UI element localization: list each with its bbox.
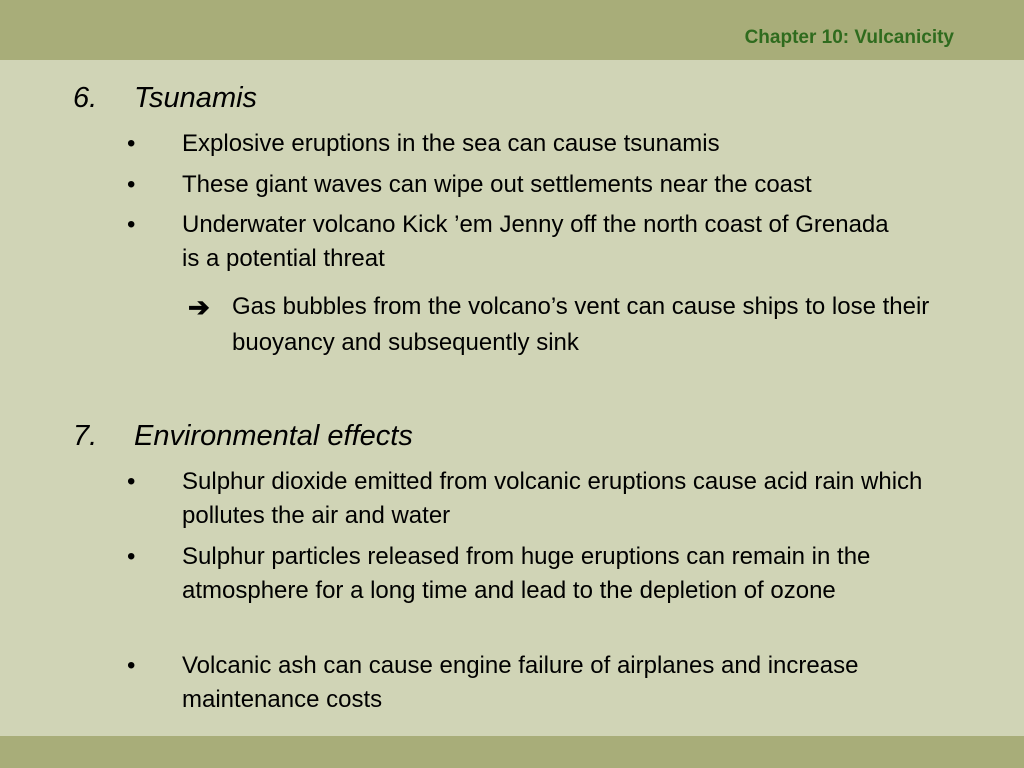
section-title: Environmental effects [134, 420, 413, 452]
bullet-icon: • [127, 171, 136, 198]
bullet-item [127, 127, 987, 161]
bullet-text: Underwater volcano Kick ’em Jenny off the north coast of Grenada is a potential threat [182, 211, 889, 272]
bullet-icon: • [127, 543, 136, 570]
bullet-item [127, 649, 887, 717]
section-title: Tsunamis [134, 82, 258, 114]
arrow-point-text: Gas bubbles from the volcano’s vent can cause ships to lose their buoyancy and subsequently sink [232, 293, 930, 356]
header-band [0, 0, 1024, 60]
section-heading-environmental-effects [73, 420, 413, 453]
bullet-item [127, 465, 987, 533]
bullet-icon: • [127, 652, 136, 679]
bullet-item [127, 540, 967, 608]
bullet-text: Sulphur dioxide emitted from volcanic eruptions cause acid rain which pollutes the air and water [182, 468, 923, 529]
bullet-item [127, 168, 987, 202]
footer-band [0, 736, 1024, 768]
section-number: 6. [73, 82, 98, 114]
bullet-icon: • [127, 130, 136, 157]
section-number: 7. [73, 420, 98, 452]
bullet-text: Sulphur particles released from huge eruptions can remain in the atmosphere for a long time and lead to the depletion of ozone [182, 543, 871, 604]
bullet-text: These giant waves can wipe out settlements near the coast [182, 171, 812, 198]
bullet-icon: • [127, 211, 136, 238]
right-arrow-icon: ➔ [188, 292, 210, 322]
bullet-icon: • [127, 468, 136, 495]
section-heading-tsunamis [73, 82, 257, 115]
arrow-point [188, 289, 948, 361]
bullet-text: Explosive eruptions in the sea can cause tsunamis [182, 130, 720, 157]
bullet-item [127, 208, 907, 276]
chapter-title: Chapter 10: Vulcanicity [744, 27, 954, 48]
bullet-text: Volcanic ash can cause engine failure of airplanes and increase maintenance costs [182, 652, 859, 713]
